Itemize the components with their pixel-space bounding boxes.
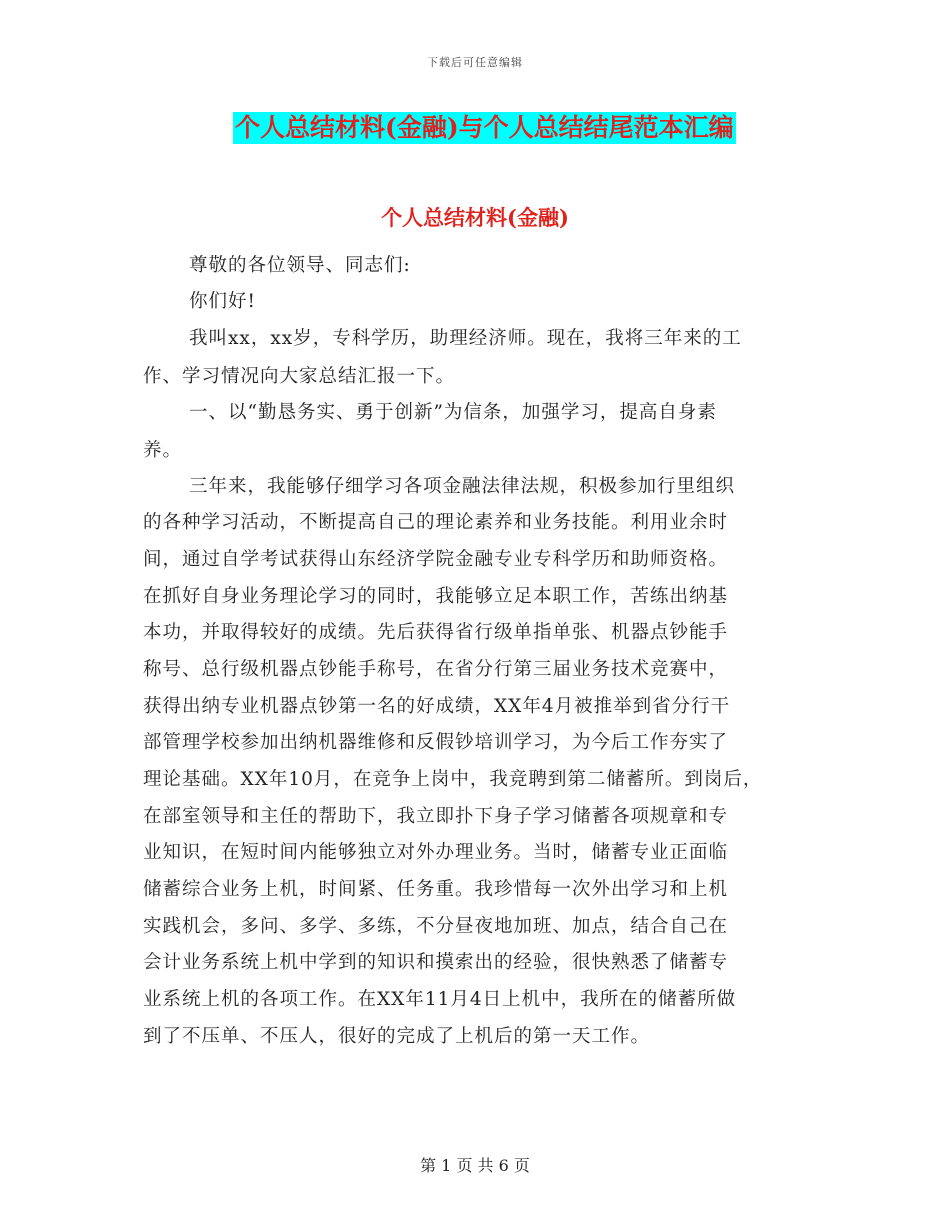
body-line: 到了不压单、不压人，很好的完成了上机后的第一天工作。 — [143, 1026, 651, 1047]
body-line: 业知识，在短时间内能够独立对外办理业务。当时，储蓄专业正面临 — [143, 842, 729, 863]
header-note: 下载后可任意编辑 — [427, 56, 523, 69]
body-line: 间，通过自学考试获得山东经济学院金融专业专科学历和助师资格。 — [143, 549, 729, 570]
body-line: 本功，并取得较好的成绩。先后获得省行级单指单张、机器点钞能手 — [143, 622, 729, 643]
main-title: 个人总结材料(金融)与个人总结结尾范本汇编 — [235, 113, 734, 142]
section-title: 个人总结材料(金融) — [381, 205, 569, 230]
body-line: 三年来，我能够仔细学习各项金融法律法规，积极参加行里组织 — [189, 476, 736, 497]
body-line: 在部室领导和主任的帮助下，我立即扑下身子学习储蓄各项规章和专 — [143, 806, 729, 827]
body-line: 实践机会，多问、多学、多练，不分昼夜地加班、加点，结合自己在 — [143, 916, 729, 937]
body-line: 称号、总行级机器点钞能手称号，在省分行第三届业务技术竞赛中， — [143, 659, 729, 680]
body-line: 养。 — [143, 440, 183, 461]
body-line: 储蓄综合业务上机，时间紧、任务重。我珍惜每一次外出学习和上机 — [143, 879, 729, 900]
body-line: 你们好! — [189, 291, 256, 312]
body-line: 部管理学校参加出纳机器维修和反假钞培训学习，为今后工作夯实了 — [143, 732, 729, 753]
body-line: 业系统上机的各项工作。在XX年11月4日上机中，我所在的储蓄所做 — [143, 989, 737, 1010]
body-line: 的各种学习活动，不断提高自己的理论素养和业务技能。利用业余时 — [143, 512, 729, 533]
body-line: 会计业务系统上机中学到的知识和摸索出的经验，很快熟悉了储蓄专 — [143, 952, 729, 973]
page-footer: 第 1 页 共 6 页 — [420, 1156, 530, 1175]
body-line: 一、以“勤恳务实、勇于创新”为信条，加强学习，提高自身素 — [189, 402, 717, 423]
body-line: 我叫xx，xx岁，专科学历，助理经济师。现在，我将三年来的工 — [189, 328, 742, 349]
body-line: 获得出纳专业机器点钞第一名的好成绩，XX年4月被推举到省分行干 — [143, 696, 731, 717]
body-line: 尊敬的各位领导、同志们: — [189, 255, 411, 276]
body-line: 作、学习情况向大家总结汇报一下。 — [143, 366, 456, 387]
body-line: 在抓好自身业务理论学习的同时，我能够立足本职工作，苦练出纳基 — [143, 586, 729, 607]
body-line: 理论基础。XX年10月，在竞争上岗中，我竞聘到第二储蓄所。到岗后， — [143, 769, 763, 790]
